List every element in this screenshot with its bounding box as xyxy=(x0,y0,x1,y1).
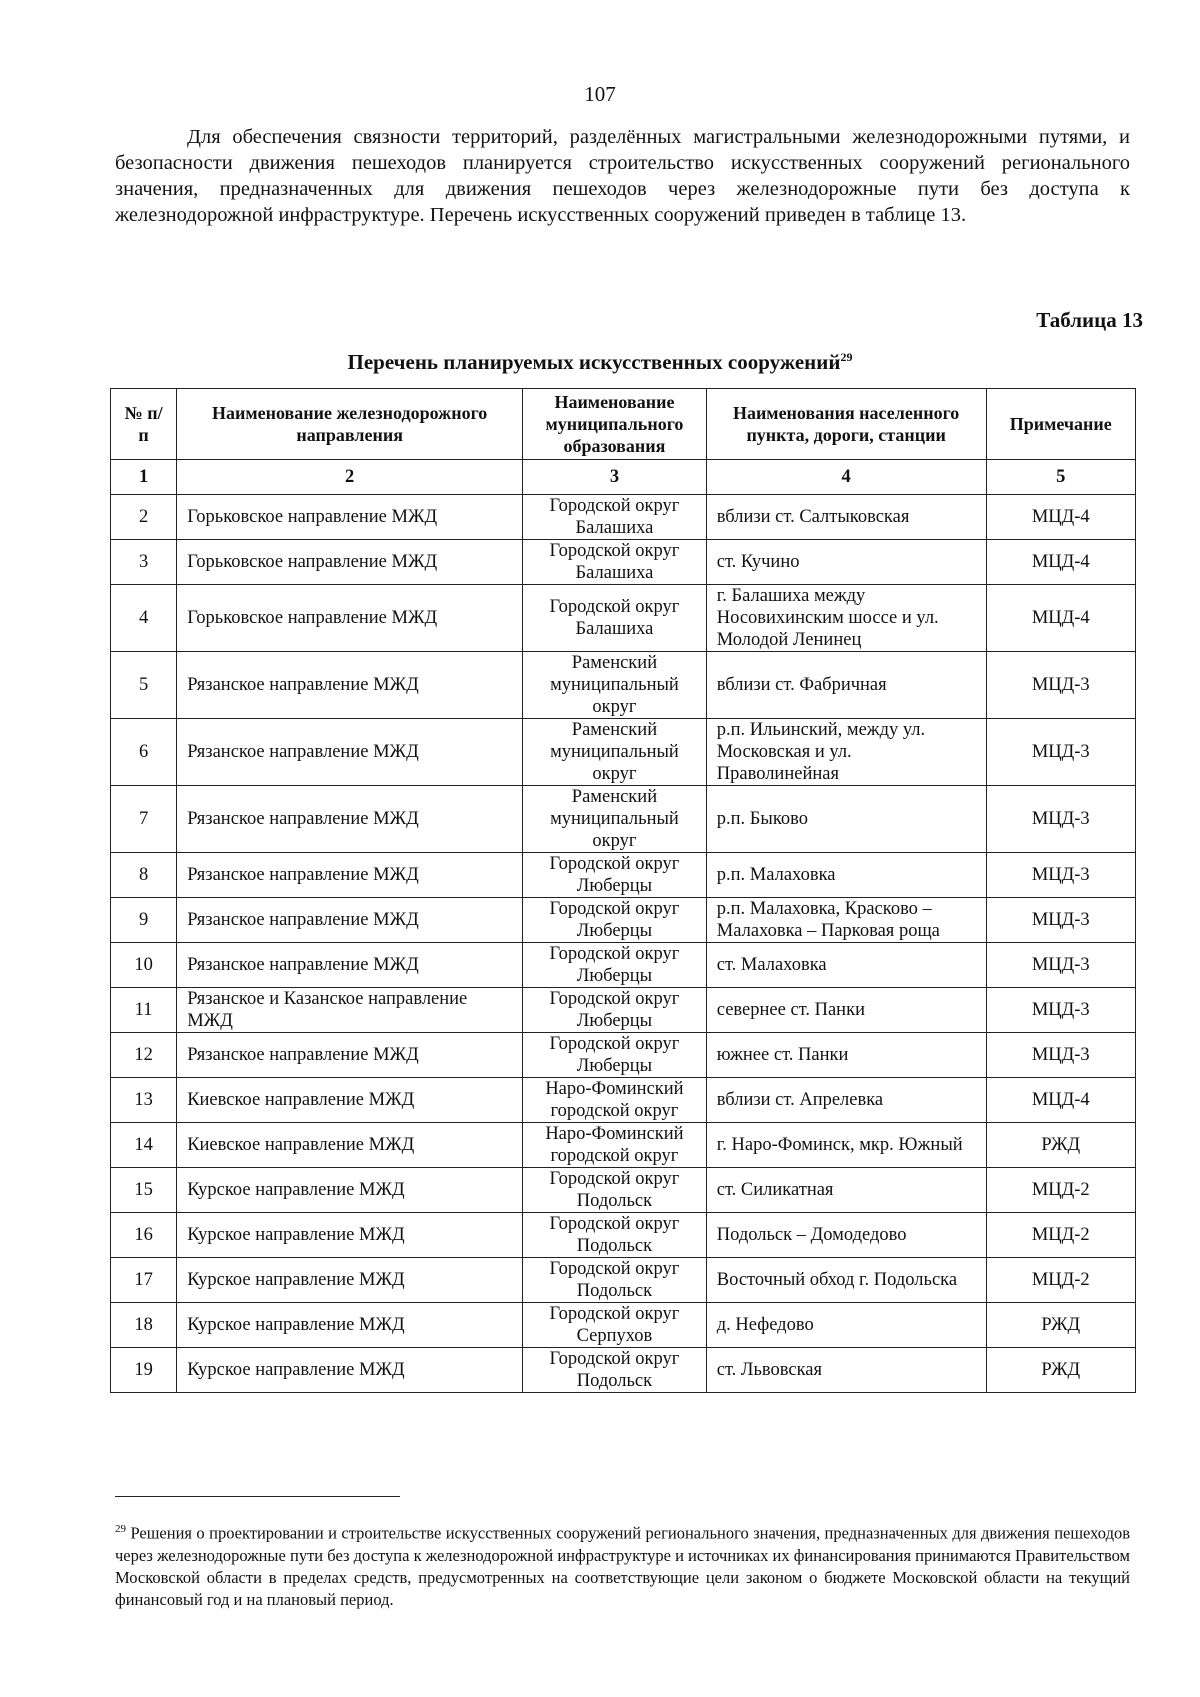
table-row xyxy=(111,540,1136,585)
cell-municipality: Городской округ Балашиха xyxy=(523,540,707,585)
cell-note: РЖД xyxy=(986,1348,1136,1393)
cell-direction: Рязанское направление МЖД xyxy=(177,652,523,719)
column-number: 5 xyxy=(986,460,1136,495)
cell-locality: ст. Кучино xyxy=(706,540,986,585)
cell-locality: вблизи ст. Апрелевка xyxy=(706,1078,986,1123)
cell-direction: Рязанское направление МЖД xyxy=(177,786,523,853)
cell-municipality: Городской округ Люберцы xyxy=(523,988,707,1033)
table-row xyxy=(111,1168,1136,1213)
cell-note: МЦД-4 xyxy=(986,585,1136,652)
cell-note: МЦД-3 xyxy=(986,786,1136,853)
cell-direction: Киевское направление МЖД xyxy=(177,1123,523,1168)
cell-direction: Горьковское направление МЖД xyxy=(177,495,523,540)
table-row xyxy=(111,786,1136,853)
table-row xyxy=(111,652,1136,719)
table-row xyxy=(111,1078,1136,1123)
cell-num: 14 xyxy=(111,1123,177,1168)
cell-direction: Горьковское направление МЖД xyxy=(177,585,523,652)
table-row xyxy=(111,898,1136,943)
cell-note: МЦД-3 xyxy=(986,652,1136,719)
cell-locality: ст. Малаховка xyxy=(706,943,986,988)
cell-note: МЦД-3 xyxy=(986,853,1136,898)
cell-note: МЦД-4 xyxy=(986,1078,1136,1123)
table-row xyxy=(111,1213,1136,1258)
cell-note: МЦД-2 xyxy=(986,1258,1136,1303)
cell-note: МЦД-3 xyxy=(986,988,1136,1033)
cell-locality: р.п. Малаховка, Красково – Малаховка – Парковая роща xyxy=(706,898,986,943)
intro-paragraph: Для обеспечения связности территорий, разделённых магистральными железнодорожными путями, и безопасности движения пешеходов планируется строительство искусственных сооружений регионального значения, предназначенных для движения пешеходов через железнодорожные пути без доступа к железнодорожной инфраструктуре. Перечень искусственных сооружений приведен в таблице 13. xyxy=(115,126,1130,226)
cell-num: 12 xyxy=(111,1033,177,1078)
table-row xyxy=(111,1348,1136,1393)
cell-municipality: Раменский муниципальный округ xyxy=(523,652,707,719)
cell-num: 11 xyxy=(111,988,177,1033)
structures-table xyxy=(110,388,1136,1393)
cell-num: 3 xyxy=(111,540,177,585)
cell-locality: севернее ст. Панки xyxy=(706,988,986,1033)
header-municipality: Наименование муниципального образования xyxy=(523,389,707,460)
cell-municipality: Раменский муниципальный округ xyxy=(523,786,707,853)
cell-locality: вблизи ст. Фабричная xyxy=(706,652,986,719)
cell-direction: Горьковское направление МЖД xyxy=(177,540,523,585)
footnote-text: Решения о проектировании и строительстве искусственных сооружений регионального значения, предназначенных для движения пешеходов через железнодорожные пути без доступа к железнодорожной инфраструктуре и источниках их финансирования принимаются Правительством Московской области в пределах средств, предусмотренных на соответствующие цели законом о бюджете Московской области на текущий финансовый год и на плановый период. xyxy=(115,1523,1130,1609)
cell-municipality: Городской округ Люберцы xyxy=(523,943,707,988)
table-header-row xyxy=(111,389,1136,460)
cell-locality: ст. Силикатная xyxy=(706,1168,986,1213)
cell-num: 16 xyxy=(111,1213,177,1258)
page-number: 107 xyxy=(584,82,616,106)
table-row xyxy=(111,988,1136,1033)
table-row xyxy=(111,853,1136,898)
header-direction: Наименование железнодорожного направления xyxy=(177,389,523,460)
cell-locality: д. Нефедово xyxy=(706,1303,986,1348)
table-body xyxy=(111,495,1136,1393)
header-note: Примечание xyxy=(986,389,1136,460)
table-row xyxy=(111,719,1136,786)
cell-locality: р.п. Ильинский, между ул. Московская и ул. Праволинейная xyxy=(706,719,986,786)
cell-direction: Курское направление МЖД xyxy=(177,1348,523,1393)
cell-municipality: Городской округ Подольск xyxy=(523,1168,707,1213)
cell-locality: ст. Львовская xyxy=(706,1348,986,1393)
table-title-text: Перечень планируемых искусственных сооружений xyxy=(347,350,841,374)
cell-num: 5 xyxy=(111,652,177,719)
cell-municipality: Городской округ Люберцы xyxy=(523,898,707,943)
cell-municipality: Городской округ Серпухов xyxy=(523,1303,707,1348)
cell-num: 10 xyxy=(111,943,177,988)
table-row xyxy=(111,585,1136,652)
table-row xyxy=(111,1303,1136,1348)
cell-direction: Курское направление МЖД xyxy=(177,1303,523,1348)
cell-note: МЦД-2 xyxy=(986,1213,1136,1258)
table-row xyxy=(111,943,1136,988)
cell-municipality: Наро-Фоминский городской округ xyxy=(523,1123,707,1168)
cell-municipality: Городской округ Люберцы xyxy=(523,1033,707,1078)
column-number: 1 xyxy=(111,460,177,495)
cell-direction: Рязанское направление МЖД xyxy=(177,719,523,786)
cell-direction: Рязанское и Казанское направление МЖД xyxy=(177,988,523,1033)
cell-locality: р.п. Малаховка xyxy=(706,853,986,898)
cell-num: 15 xyxy=(111,1168,177,1213)
footnote-number: 29 xyxy=(115,1523,126,1535)
header-locality: Наименования населенного пункта, дороги, станции xyxy=(706,389,986,460)
cell-note: РЖД xyxy=(986,1303,1136,1348)
cell-locality: Подольск – Домодедово xyxy=(706,1213,986,1258)
cell-locality: г. Балашиха между Носовихинским шоссе и ул. Молодой Ленинец xyxy=(706,585,986,652)
cell-direction: Рязанское направление МЖД xyxy=(177,943,523,988)
table-title xyxy=(0,350,1200,375)
cell-municipality: Городской округ Люберцы xyxy=(523,853,707,898)
cell-locality: южнее ст. Панки xyxy=(706,1033,986,1078)
cell-direction: Рязанское направление МЖД xyxy=(177,1033,523,1078)
column-number: 2 xyxy=(177,460,523,495)
cell-municipality: Городской округ Балашиха xyxy=(523,585,707,652)
footnote-divider xyxy=(115,1496,400,1497)
cell-num: 4 xyxy=(111,585,177,652)
cell-num: 8 xyxy=(111,853,177,898)
cell-direction: Курское направление МЖД xyxy=(177,1168,523,1213)
cell-locality: г. Наро-Фоминск, мкр. Южный xyxy=(706,1123,986,1168)
cell-municipality: Городской округ Подольск xyxy=(523,1348,707,1393)
cell-num: 9 xyxy=(111,898,177,943)
table-title-footnote-ref: 29 xyxy=(840,350,853,364)
column-number: 3 xyxy=(523,460,707,495)
cell-municipality: Городской округ Подольск xyxy=(523,1213,707,1258)
cell-num: 6 xyxy=(111,719,177,786)
cell-note: МЦД-3 xyxy=(986,943,1136,988)
cell-locality: р.п. Быково xyxy=(706,786,986,853)
cell-note: МЦД-3 xyxy=(986,719,1136,786)
column-number-row xyxy=(111,460,1136,495)
column-number: 4 xyxy=(706,460,986,495)
cell-num: 7 xyxy=(111,786,177,853)
cell-direction: Курское направление МЖД xyxy=(177,1258,523,1303)
cell-num: 19 xyxy=(111,1348,177,1393)
cell-note: РЖД xyxy=(986,1123,1136,1168)
cell-note: МЦД-4 xyxy=(986,540,1136,585)
table-row xyxy=(111,495,1136,540)
cell-note: МЦД-3 xyxy=(986,1033,1136,1078)
cell-note: МЦД-3 xyxy=(986,898,1136,943)
cell-municipality: Наро-Фоминский городской округ xyxy=(523,1078,707,1123)
header-num: № п/п xyxy=(111,389,177,460)
cell-note: МЦД-2 xyxy=(986,1168,1136,1213)
footnote xyxy=(115,1518,1130,1611)
cell-direction: Курское направление МЖД xyxy=(177,1213,523,1258)
cell-num: 17 xyxy=(111,1258,177,1303)
cell-direction: Киевское направление МЖД xyxy=(177,1078,523,1123)
table-row xyxy=(111,1258,1136,1303)
cell-municipality: Городской округ Подольск xyxy=(523,1258,707,1303)
cell-num: 18 xyxy=(111,1303,177,1348)
cell-municipality: Раменский муниципальный округ xyxy=(523,719,707,786)
cell-direction: Рязанское направление МЖД xyxy=(177,853,523,898)
cell-locality: Восточный обход г. Подольска xyxy=(706,1258,986,1303)
cell-num: 2 xyxy=(111,495,177,540)
cell-locality: вблизи ст. Салтыковская xyxy=(706,495,986,540)
cell-note: МЦД-4 xyxy=(986,495,1136,540)
cell-num: 13 xyxy=(111,1078,177,1123)
table-row xyxy=(111,1033,1136,1078)
cell-direction: Рязанское направление МЖД xyxy=(177,898,523,943)
table-label: Таблица 13 xyxy=(1036,308,1143,332)
cell-municipality: Городской округ Балашиха xyxy=(523,495,707,540)
table-row xyxy=(111,1123,1136,1168)
